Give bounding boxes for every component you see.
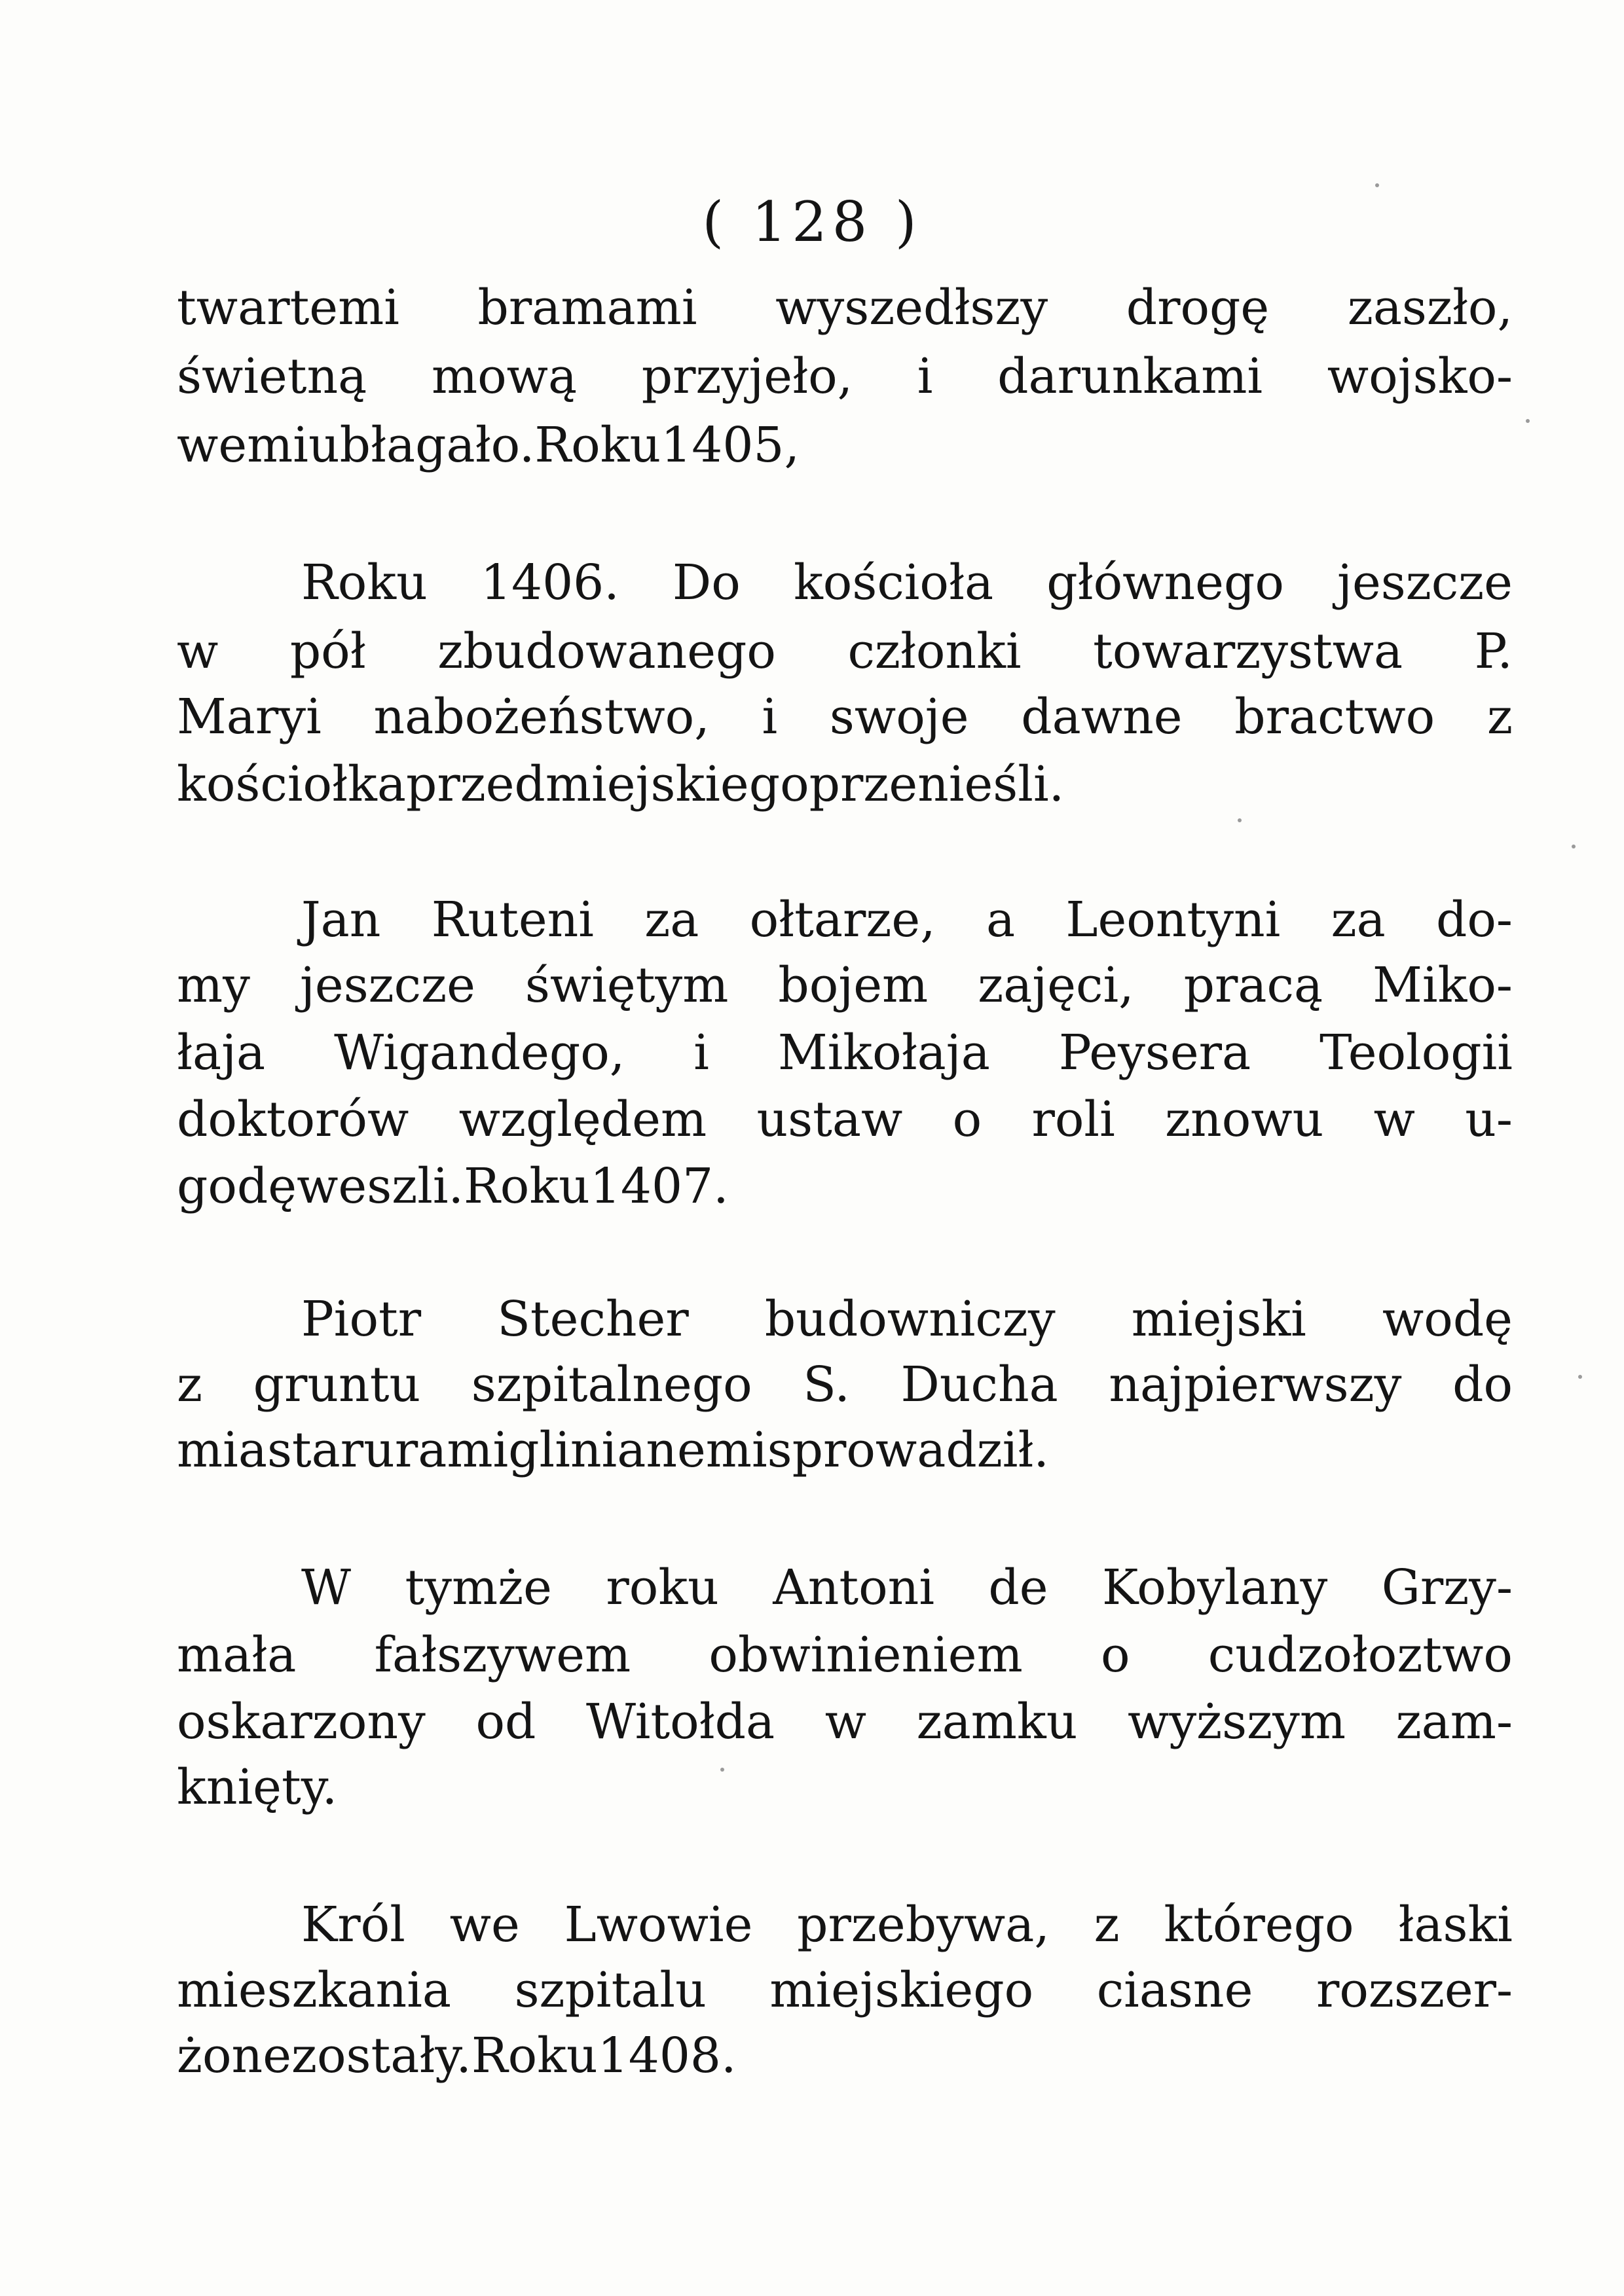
- word: dawne: [1021, 689, 1183, 745]
- word: rozszer-: [1316, 1962, 1513, 2018]
- word: Mikołaja: [777, 1025, 990, 1081]
- word: mową: [431, 348, 578, 405]
- word: Roku: [301, 555, 428, 611]
- word: ustaw: [756, 1091, 903, 1148]
- word: Wigandego,: [334, 1025, 625, 1081]
- word: Roku: [464, 1158, 590, 1214]
- word: Ruteni: [431, 892, 594, 948]
- page-number: ( 128 ): [702, 190, 922, 254]
- scan-speck: [1526, 419, 1530, 423]
- text-line: [177, 275, 1513, 340]
- word: najpierwszy: [1109, 1357, 1402, 1413]
- word: Piotr: [301, 1291, 422, 1347]
- text-line: [177, 619, 1513, 684]
- word: członki: [847, 623, 1022, 680]
- word: przyjeło,: [641, 348, 853, 405]
- text-line: [177, 752, 1513, 817]
- word: roku: [606, 1559, 719, 1616]
- word: nabożeństwo,: [373, 689, 710, 745]
- word: łaja: [177, 1025, 266, 1081]
- word: W: [301, 1559, 352, 1616]
- text-line: [177, 1958, 1513, 2023]
- word: zbudowanego: [437, 623, 776, 680]
- word: pół: [289, 623, 366, 680]
- word: Teologii: [1320, 1025, 1513, 1081]
- word: ołtarze,: [749, 892, 936, 948]
- word: Grzy-: [1381, 1559, 1513, 1616]
- word: szpitalnego: [471, 1357, 752, 1413]
- word: żone: [177, 2028, 291, 2084]
- text-line: [177, 684, 1513, 750]
- word: Witołda: [585, 1694, 775, 1750]
- word: towarzystwa: [1093, 623, 1403, 680]
- word: weszli.: [297, 1158, 464, 1214]
- word: zaszło,: [1347, 280, 1513, 336]
- word: mieszkania: [177, 1962, 451, 2018]
- text-line: [177, 1622, 1513, 1688]
- word: budowniczy: [764, 1291, 1056, 1347]
- word: fałszywem: [374, 1627, 631, 1683]
- word: za: [644, 892, 699, 948]
- word: twartemi: [177, 280, 399, 336]
- text-line: [177, 1689, 1513, 1755]
- word: swoje: [829, 689, 969, 745]
- word: zam-: [1395, 1694, 1513, 1750]
- word: godę: [177, 1158, 297, 1214]
- word: w: [824, 1694, 867, 1750]
- word: jeszcze: [299, 957, 475, 1013]
- word: wemi: [177, 417, 308, 473]
- word: P.: [1474, 623, 1513, 680]
- word: bramami: [477, 280, 697, 336]
- word: do-: [1435, 892, 1513, 948]
- word: doktorów: [177, 1091, 409, 1148]
- word: do: [1452, 1357, 1513, 1413]
- word: mała: [177, 1627, 297, 1683]
- word: bractwo: [1234, 689, 1435, 745]
- word: i: [917, 348, 933, 405]
- word: oskarzony: [177, 1694, 426, 1750]
- text-line: [301, 887, 1513, 953]
- word: roli: [1031, 1091, 1115, 1148]
- word: szpitalu: [514, 1962, 707, 2018]
- word: Stecher: [497, 1291, 689, 1347]
- text-line: [177, 2023, 1513, 2088]
- word: Roku: [471, 2028, 598, 2084]
- text-line: [177, 1352, 1513, 1417]
- text-line: [177, 344, 1513, 409]
- word: o: [952, 1091, 982, 1148]
- text-line: [301, 1555, 1513, 1620]
- word: ciasne: [1096, 1962, 1253, 2018]
- text-line: [177, 1154, 1513, 1219]
- word: Peysera: [1058, 1025, 1251, 1081]
- word: zamku: [916, 1694, 1078, 1750]
- word: kościoła: [793, 555, 994, 611]
- text-line: [177, 412, 1513, 478]
- word: tymże: [405, 1559, 552, 1616]
- word: a: [986, 892, 1016, 948]
- word: Leontyni: [1065, 892, 1281, 948]
- word: wojsko-: [1327, 348, 1513, 405]
- text-line: [177, 953, 1513, 1018]
- word: z: [1486, 689, 1513, 745]
- word: gruntu: [253, 1357, 421, 1413]
- word: świetną: [177, 348, 367, 405]
- word: łaski: [1398, 1897, 1513, 1953]
- word: pracą: [1183, 957, 1323, 1013]
- word: w: [177, 623, 219, 680]
- word: drogę: [1126, 280, 1270, 336]
- word: obwinieniem: [709, 1627, 1023, 1683]
- word: wodę: [1382, 1291, 1513, 1347]
- word: z: [1094, 1897, 1120, 1953]
- scan-speck: [1572, 845, 1576, 848]
- word: zajęci,: [978, 957, 1134, 1013]
- word: przenieśli.: [809, 756, 1065, 812]
- word: u-: [1465, 1091, 1513, 1148]
- word: za: [1331, 892, 1386, 948]
- word: znowu: [1165, 1091, 1324, 1148]
- text-line: [301, 1286, 1513, 1352]
- word: Miko-: [1373, 957, 1513, 1013]
- scan-speck: [720, 1768, 724, 1772]
- word: darunkami: [997, 348, 1263, 405]
- word: Lwowie: [564, 1897, 753, 1953]
- text-line: [301, 550, 1513, 615]
- word: bojem: [778, 957, 929, 1013]
- word: S.: [803, 1357, 850, 1413]
- word: miejskiego: [769, 1962, 1034, 2018]
- word: glinianemi: [508, 1422, 767, 1478]
- word: 1408.: [597, 2028, 737, 2084]
- word: miejski: [1131, 1291, 1306, 1347]
- word: miasta: [177, 1422, 341, 1478]
- word: wyszedłszy: [775, 280, 1048, 336]
- word: Do: [672, 555, 741, 611]
- word: Kobylany: [1102, 1559, 1328, 1616]
- text-line: [177, 1087, 1513, 1152]
- word: od: [475, 1694, 536, 1750]
- scan-speck: [1238, 818, 1242, 822]
- word: i: [693, 1025, 709, 1081]
- text-line: [301, 1892, 1513, 1958]
- word: 1405,: [661, 417, 800, 473]
- word: de: [988, 1559, 1048, 1616]
- word: we: [449, 1897, 520, 1953]
- text-line: [177, 1417, 1513, 1483]
- word: 1406.: [480, 555, 619, 611]
- word: zostały.: [291, 2028, 471, 2084]
- word: Jan: [301, 892, 381, 948]
- text-line: [177, 1020, 1513, 1085]
- word: którego: [1164, 1897, 1354, 1953]
- word: Antoni: [773, 1559, 934, 1616]
- scan-speck: [1375, 183, 1379, 187]
- scan-speck: [1578, 1375, 1582, 1379]
- word: świętym: [525, 957, 729, 1013]
- word: Ducha: [900, 1357, 1058, 1413]
- word: sprowadził.: [767, 1422, 1049, 1478]
- word: przedmiejskiego: [405, 756, 809, 812]
- word: przebywa,: [797, 1897, 1050, 1953]
- word: Roku: [534, 417, 661, 473]
- word: 1407.: [589, 1158, 729, 1214]
- word: jeszcze: [1337, 555, 1513, 611]
- word: Król: [301, 1897, 405, 1953]
- word: rurami: [340, 1422, 509, 1478]
- word: o: [1100, 1627, 1130, 1683]
- word: my: [177, 957, 250, 1013]
- word: i: [762, 689, 778, 745]
- text-line: [177, 1755, 1513, 1820]
- word: kościołka: [177, 756, 406, 812]
- word: z: [177, 1357, 202, 1413]
- word: Maryi: [177, 689, 322, 745]
- word: w: [1373, 1091, 1415, 1148]
- word: knięty.: [177, 1759, 338, 1815]
- word: ubłagało.: [308, 417, 535, 473]
- word: głównego: [1046, 555, 1284, 611]
- word: względem: [458, 1091, 707, 1148]
- word: wyższym: [1128, 1694, 1346, 1750]
- word: cudzołoztwo: [1208, 1627, 1513, 1683]
